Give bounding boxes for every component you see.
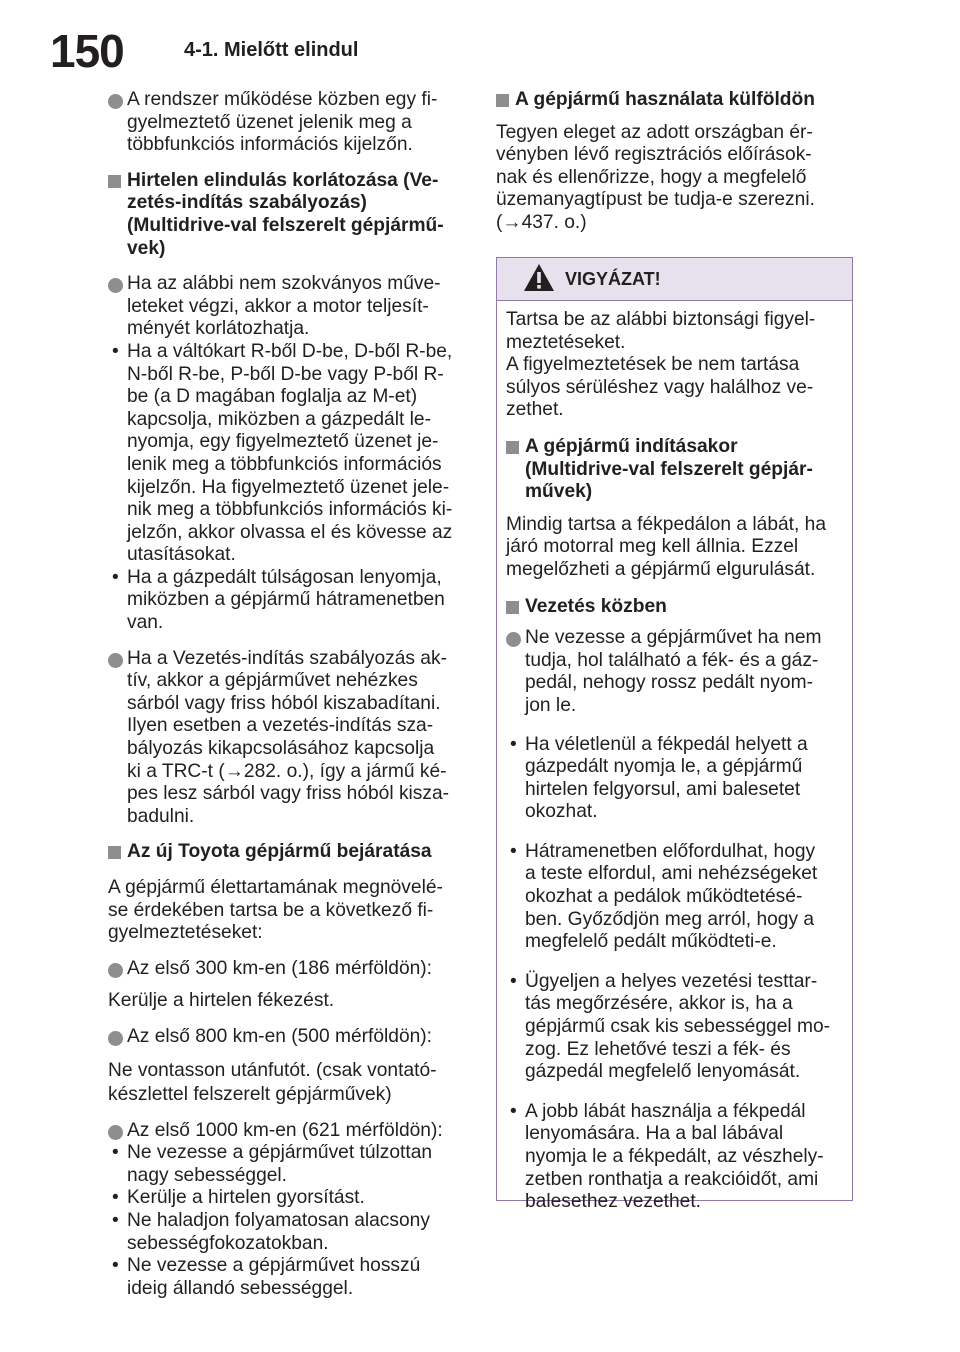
heading-break-in: Az új Toyota gépjármű bejáratása xyxy=(108,841,468,864)
square-bullet-icon xyxy=(108,846,121,859)
dot-bullet-icon: • xyxy=(112,566,119,588)
list-item: • Hátramenetben előfordulhat, hogy a teste elfordul, ami nehézségeket okozhat a pedálok működtetésé- ben. Győződjön meg arról, hogy a megfelelő pedált működteti-e. xyxy=(510,840,818,953)
heading-start-restriction: Hirtelen elindulás korlátozása (Ve- zetés-indítás szabályozás) (Multidrive-val felszerelt gépjármű- vek) xyxy=(108,170,468,260)
abroad-text: Tegyen eleget az adott országban ér- vényben lévő regisztrációs előírások- nak és ellenőrizze, hogy a megfelelő üzemanyagtípust be tudja-e szerezni. (→437. o.) xyxy=(496,121,815,233)
page-number: 150 xyxy=(50,25,124,77)
circle-bullet-icon xyxy=(506,632,521,647)
break-in-300km: Az első 300 km-en (186 mérföldön): xyxy=(108,958,468,981)
heading-abroad: A gépjármű használata külföldön xyxy=(496,89,856,112)
dot-bullet-icon: • xyxy=(112,1255,119,1277)
list-item: • Ha a gázpedált túlságosan lenyomja, miközben a gépjármű hátramenetben van. xyxy=(112,566,445,634)
starting-text: Mindig tartsa a fékpedálon a lábát, ha járó motorral meg kell állnia. Ezzel megelőzheti a gépjármű elgurulását. xyxy=(506,513,827,580)
dot-bullet-icon: • xyxy=(510,970,517,992)
break-in-1000km: Az első 1000 km-en (621 mérföldön): xyxy=(108,1120,468,1143)
circle-bullet-icon xyxy=(108,1031,123,1046)
list-item: • Ha véletlenül a fékpedál helyett a gázpedált nyomja le, a gépjármű hirtelen felgyorsul, ami balesetet okozhat. xyxy=(510,733,808,823)
break-in-300km-text: Kerülje a hirtelen fékezést. xyxy=(108,990,335,1012)
list-item: • Kerülje a hirtelen gyorsítást. xyxy=(112,1187,365,1209)
break-in-800km: Az első 800 km-en (500 mérföldön): xyxy=(108,1026,468,1049)
dot-bullet-icon: • xyxy=(510,1100,517,1122)
circle-bullet-icon xyxy=(108,94,123,109)
caution-title: VIGYÁZAT! xyxy=(565,269,661,289)
page-header xyxy=(0,0,960,80)
dot-bullet-icon: • xyxy=(112,1187,119,1209)
list-item: • Ha a váltókart R-ből D-be, D-ből R-be, N-ből R-be, P-ből D-be vagy P-ből R- be (a D magában foglalja az M-et) kapcsolja, miközben a gázpedált le- nyomja, egy figyelmeztető üzenet je- lenik meg a többfunkciós információs kijelzőn. Ha figyelmeztető üzenet jele- nik meg a többfunkciós információs ki- jelzőn, akkor olvassa el és kövesse az utasításokat. xyxy=(112,340,453,566)
dot-bullet-icon: • xyxy=(112,1209,119,1231)
list-item: • Ne vezesse a gépjárművet túlzottan nagy sebességgel. xyxy=(112,1142,433,1186)
unusual-operation-note: Ha az alábbi nem szokványos műve- leteket végzi, akkor a motor teljesít- ményét korlátozhatja. xyxy=(108,273,468,341)
circle-bullet-icon xyxy=(108,963,123,978)
square-bullet-icon xyxy=(108,175,121,188)
list-item: • Ügyeljen a helyes vezetési testtar- tás megőrzésére, akkor is, ha a gépjármű csak kis sebességgel mo- zog. Ez lehetővé teszi a fék- és gázpedál megfelelő lenyomását. xyxy=(510,970,831,1083)
circle-bullet-icon xyxy=(108,653,123,668)
caution-body xyxy=(497,301,852,1214)
caution-header xyxy=(497,258,852,301)
heading-starting: A gépjármű indításakor (Multidrive-val felszerelt gépjár- művek) xyxy=(506,436,840,504)
heading-driving: Vezetés közben xyxy=(506,596,840,619)
circle-bullet-icon xyxy=(108,278,123,293)
section-title: 4-1. Mielőtt elindul xyxy=(184,39,359,61)
system-warning-note: A rendszer működése közben egy fi- gyelmeztető üzenet jelenik meg a többfunkciós információs kijelzőn. xyxy=(108,89,468,157)
right-column xyxy=(496,89,856,235)
square-bullet-icon xyxy=(506,601,519,614)
break-in-intro: A gépjármű élettartamának megnövelé- se érdekében tartsa be a következő fi- gyelmeztetéseket: xyxy=(108,877,443,944)
break-in-800km-text: Ne vontasson utánfutót. (csak vontató- készlettel felszerelt gépjárművek) xyxy=(108,1059,437,1105)
caution-intro: Tartsa be az alábbi biztonsági figyel- meztetéseket. A figyelmeztetések be nem tartása súlyos sérüléshez vagy halálhoz ve- zethet. xyxy=(506,309,816,421)
caution-box xyxy=(496,257,853,1213)
dot-bullet-icon: • xyxy=(510,840,517,862)
dot-bullet-icon: • xyxy=(510,733,517,755)
square-bullet-icon xyxy=(506,441,519,454)
list-item: • A jobb lábát használja a fékpedál lenyomására. Ha a bal lábával nyomja le a fékpedált, az vészhely- zetben ronthatja a reakcióidőt, ami balesethez vezethet. xyxy=(510,1100,824,1213)
pedal-location-note: Ne vezesse a gépjárművet ha nem tudja, hol található a fék- és a gáz- pedál, nehogy rossz pedált nyom- jon le. xyxy=(506,627,840,717)
dot-bullet-icon: • xyxy=(112,340,119,362)
warning-triangle-icon xyxy=(522,262,556,293)
list-item: • Ne vezesse a gépjárművet hosszú ideig állandó sebességgel. xyxy=(112,1255,421,1299)
left-column xyxy=(108,89,468,1300)
dot-bullet-icon: • xyxy=(112,1142,119,1164)
circle-bullet-icon xyxy=(108,1125,123,1140)
square-bullet-icon xyxy=(496,94,509,107)
list-item: • Ne haladjon folyamatosan alacsony sebességfokozatokban. xyxy=(112,1209,430,1254)
trc-note: Ha a Vezetés-indítás szabályozás ak- tív, akkor a gépjárművet nehézkes sárból vagy friss hóból kiszabadítani. Ilyen esetben a vezetés-indítás sza- bályozás kikapcsolásához kapcsolja ki a TRC-t (→282. o.), így a jármű ké- pes lesz sárból vagy friss hóból kisza- badulni. xyxy=(108,648,468,829)
